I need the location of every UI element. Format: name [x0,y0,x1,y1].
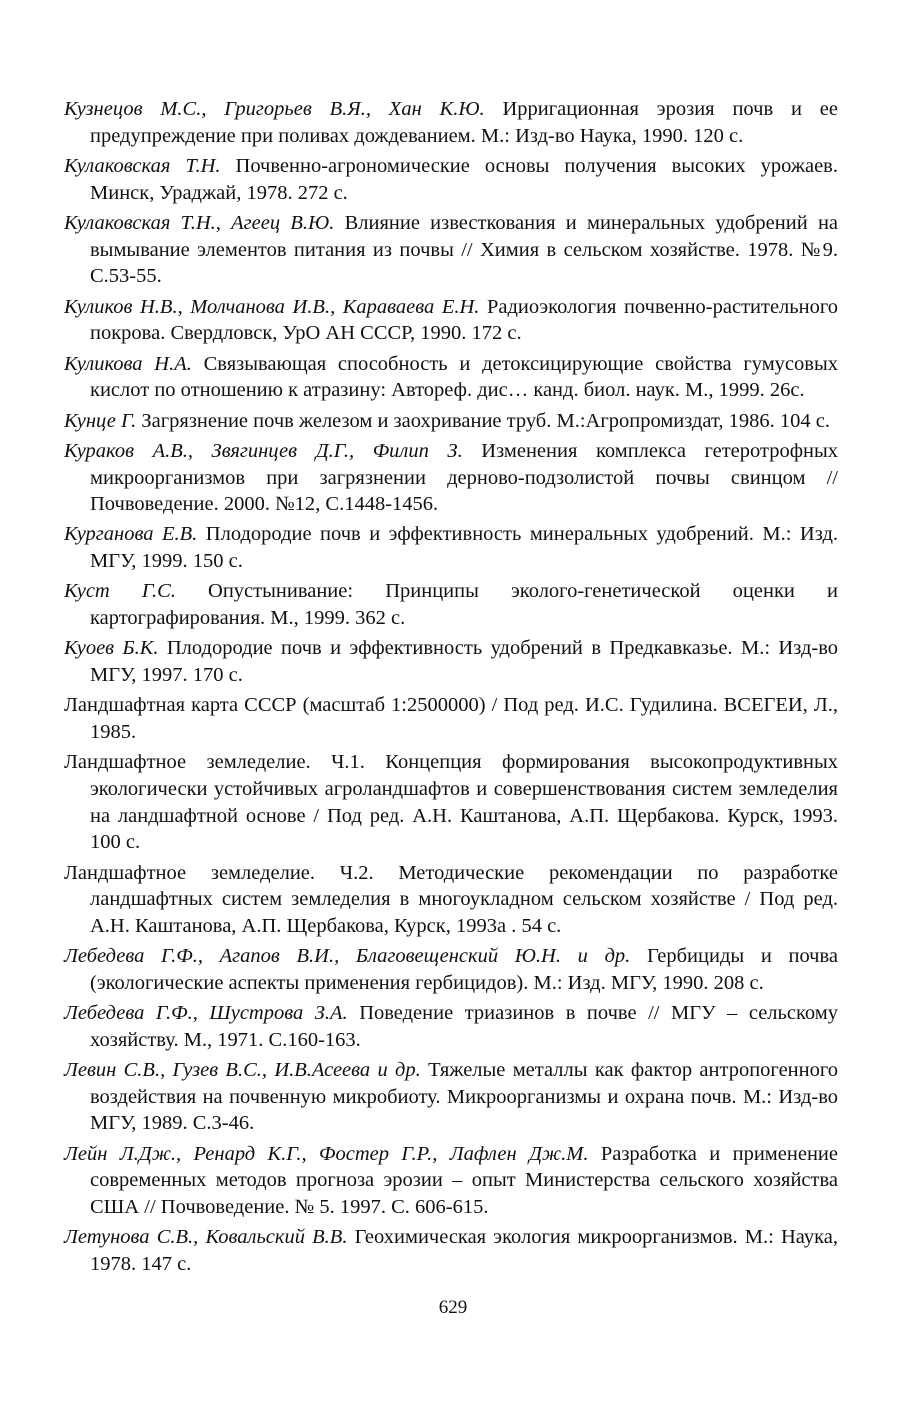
entry-author: Лебедева Г.Ф., Шустрова З.А. [64,1002,348,1025]
entry-author: Летунова С.В., Ковальский В.В. [64,1226,348,1249]
bibliography-entry [64,438,838,518]
entry-text: Ландшафтное земледелие. Ч.2. Методические рекомендации по разработке ландшафтных систем земледелия в многоукладном сельском хозяйстве / Под ред. А.Н. Каштанова, А.П. Щербакова, Курск, 1993а . 54 с. [64,861,838,937]
entry-text: Влияние известкования и минеральных удобрений на вымывание элементов питания из почвы // Химия в сельском хозяйстве. 1978. №9. С.53-55. [90,211,839,288]
bibliography-entry [64,578,838,631]
bibliography-entry [64,635,838,688]
entry-author: Куликов Н.В., Молчанова И.В., Караваева Е.Н. [64,295,480,318]
bibliography-entry [64,408,838,435]
bibliography-entry [64,153,838,206]
bibliography-entry [64,860,838,940]
entry-author: Курганова Е.В. [64,523,198,546]
entry-text: Ирригационная эрозия почв и ее предупреждение при поливах дождеванием. М.: Изд-во Наука, 1990. 120 с. [90,98,839,147]
entry-text: Разработка и применение современных методов прогноза эрозии – опыт Министерства сельского хозяйства США // Почвоведение. № 5. 1997. С. 606-615. [90,1142,838,1218]
entry-text: Гербициды и почва (экологические аспекты применения гербицидов). М.: Изд. МГУ, 1990. 208 с. [90,945,838,994]
bibliography-entry [64,1057,838,1137]
entry-text: Изменения комплекса гетеротрофных микроорганизмов при загрязнении дерново-подзолистой почвы свинцом // Почвоведение. 2000. №12, С.1448-1456. [90,439,838,516]
bibliography-entry [64,351,838,404]
entry-text: Плодородие почв и эффективность минеральных удобрений. М.: Изд. МГУ, 1999. 150 с. [90,523,838,573]
bibliography-entry [64,1141,838,1221]
bibliography-entry [64,96,838,149]
entry-author: Кузнецов М.С., Григорьев В.Я., Хан К.Ю. [64,98,485,120]
entry-author: Куст Г.С. [64,580,176,603]
entry-author: Лебедева Г.Ф., Агапов В.И., Благовещенский Ю.Н. и др. [64,945,631,968]
entry-text: Радиоэкология почвенно-растительного покрова. Свердловск, УрО АН СССР, 1990. 172 с. [90,295,839,345]
entry-text: Геохимическая экология микроорганизмов. М.: Наука, 1978. 147 с. [90,1226,838,1275]
entry-text: Ландшафтное земледелие. Ч.1. Концепция формирования высокопродуктивных экологически устойчивых агроландшафтов и совершенствования систем земледелия на ландшафтной основе / Под ред. А.Н. Каштанова, А.П. Щербакова. Курск, 1993. 100 с. [64,751,838,854]
entry-author: Кураков А.В., Звягинцев Д.Г., Филип З. [64,439,463,462]
bibliography-entry [64,1224,838,1277]
entry-text: Загрязнение почв железом и заохривание труб. М.:Агропромиздат, 1986. 104 с. [141,409,831,432]
entry-text: Плодородие почв и эффективность удобрений в Предкавказье. М.: Изд-во МГУ, 1997. 170 с. [90,637,838,687]
bibliography-entry [64,1000,838,1053]
entry-author: Куоев Б.К. [64,637,159,660]
entry-author: Левин С.В., Гузев В.С., И.В.Асеева и др. [64,1059,421,1082]
entry-author: Кулаковская Т.Н., Агеец В.Ю. [64,211,335,234]
bibliography-entry [64,210,838,290]
entry-author: Куликова Н.А. [64,352,192,375]
bibliography-entry [64,692,838,745]
page-number: 629 [438,1297,468,1318]
entry-author: Кунце Г. [64,409,137,432]
entry-text: Опустынивание: Принципы эколого-генетической оценки и картографирования. М., 1999. 362 с. [90,580,838,630]
entry-text: Тяжелые металлы как фактор антропогенного воздействия на почвенную микробиоту. Микроорганизмы и охрана почв. М.: Изд-во МГУ, 1989. С.3-46. [90,1059,839,1135]
bibliography-entry [64,943,838,996]
bibliography-entry [64,749,838,855]
bibliography-entry [64,294,838,347]
entry-author: Лейн Л.Дж., Ренард К.Г., Фостер Г.Р., Лафлен Дж.М. [64,1142,589,1165]
entry-text: Связывающая способность и детоксицирующие свойства гумусовых кислот по отношению к атразину: Автореф. дис… канд. биол. наук. М., 1999. 26с. [90,352,838,402]
entry-text: Поведение триазинов в почве // МГУ – сельскому хозяйству. М., 1971. С.160-163. [90,1002,838,1051]
bibliography-entry [64,521,838,574]
entry-text: Ландшафтная карта СССР (масштаб 1:2500000) / Под ред. И.С. Гудилина. ВСЕГЕИ, Л., 1985. [64,694,838,744]
entry-author: Кулаковская Т.Н. [64,154,221,177]
bibliography-list [64,96,838,1281]
entry-text: Почвенно-агрономические основы получения высоких урожаев. Минск, Ураджай, 1978. 272 с. [90,154,838,204]
